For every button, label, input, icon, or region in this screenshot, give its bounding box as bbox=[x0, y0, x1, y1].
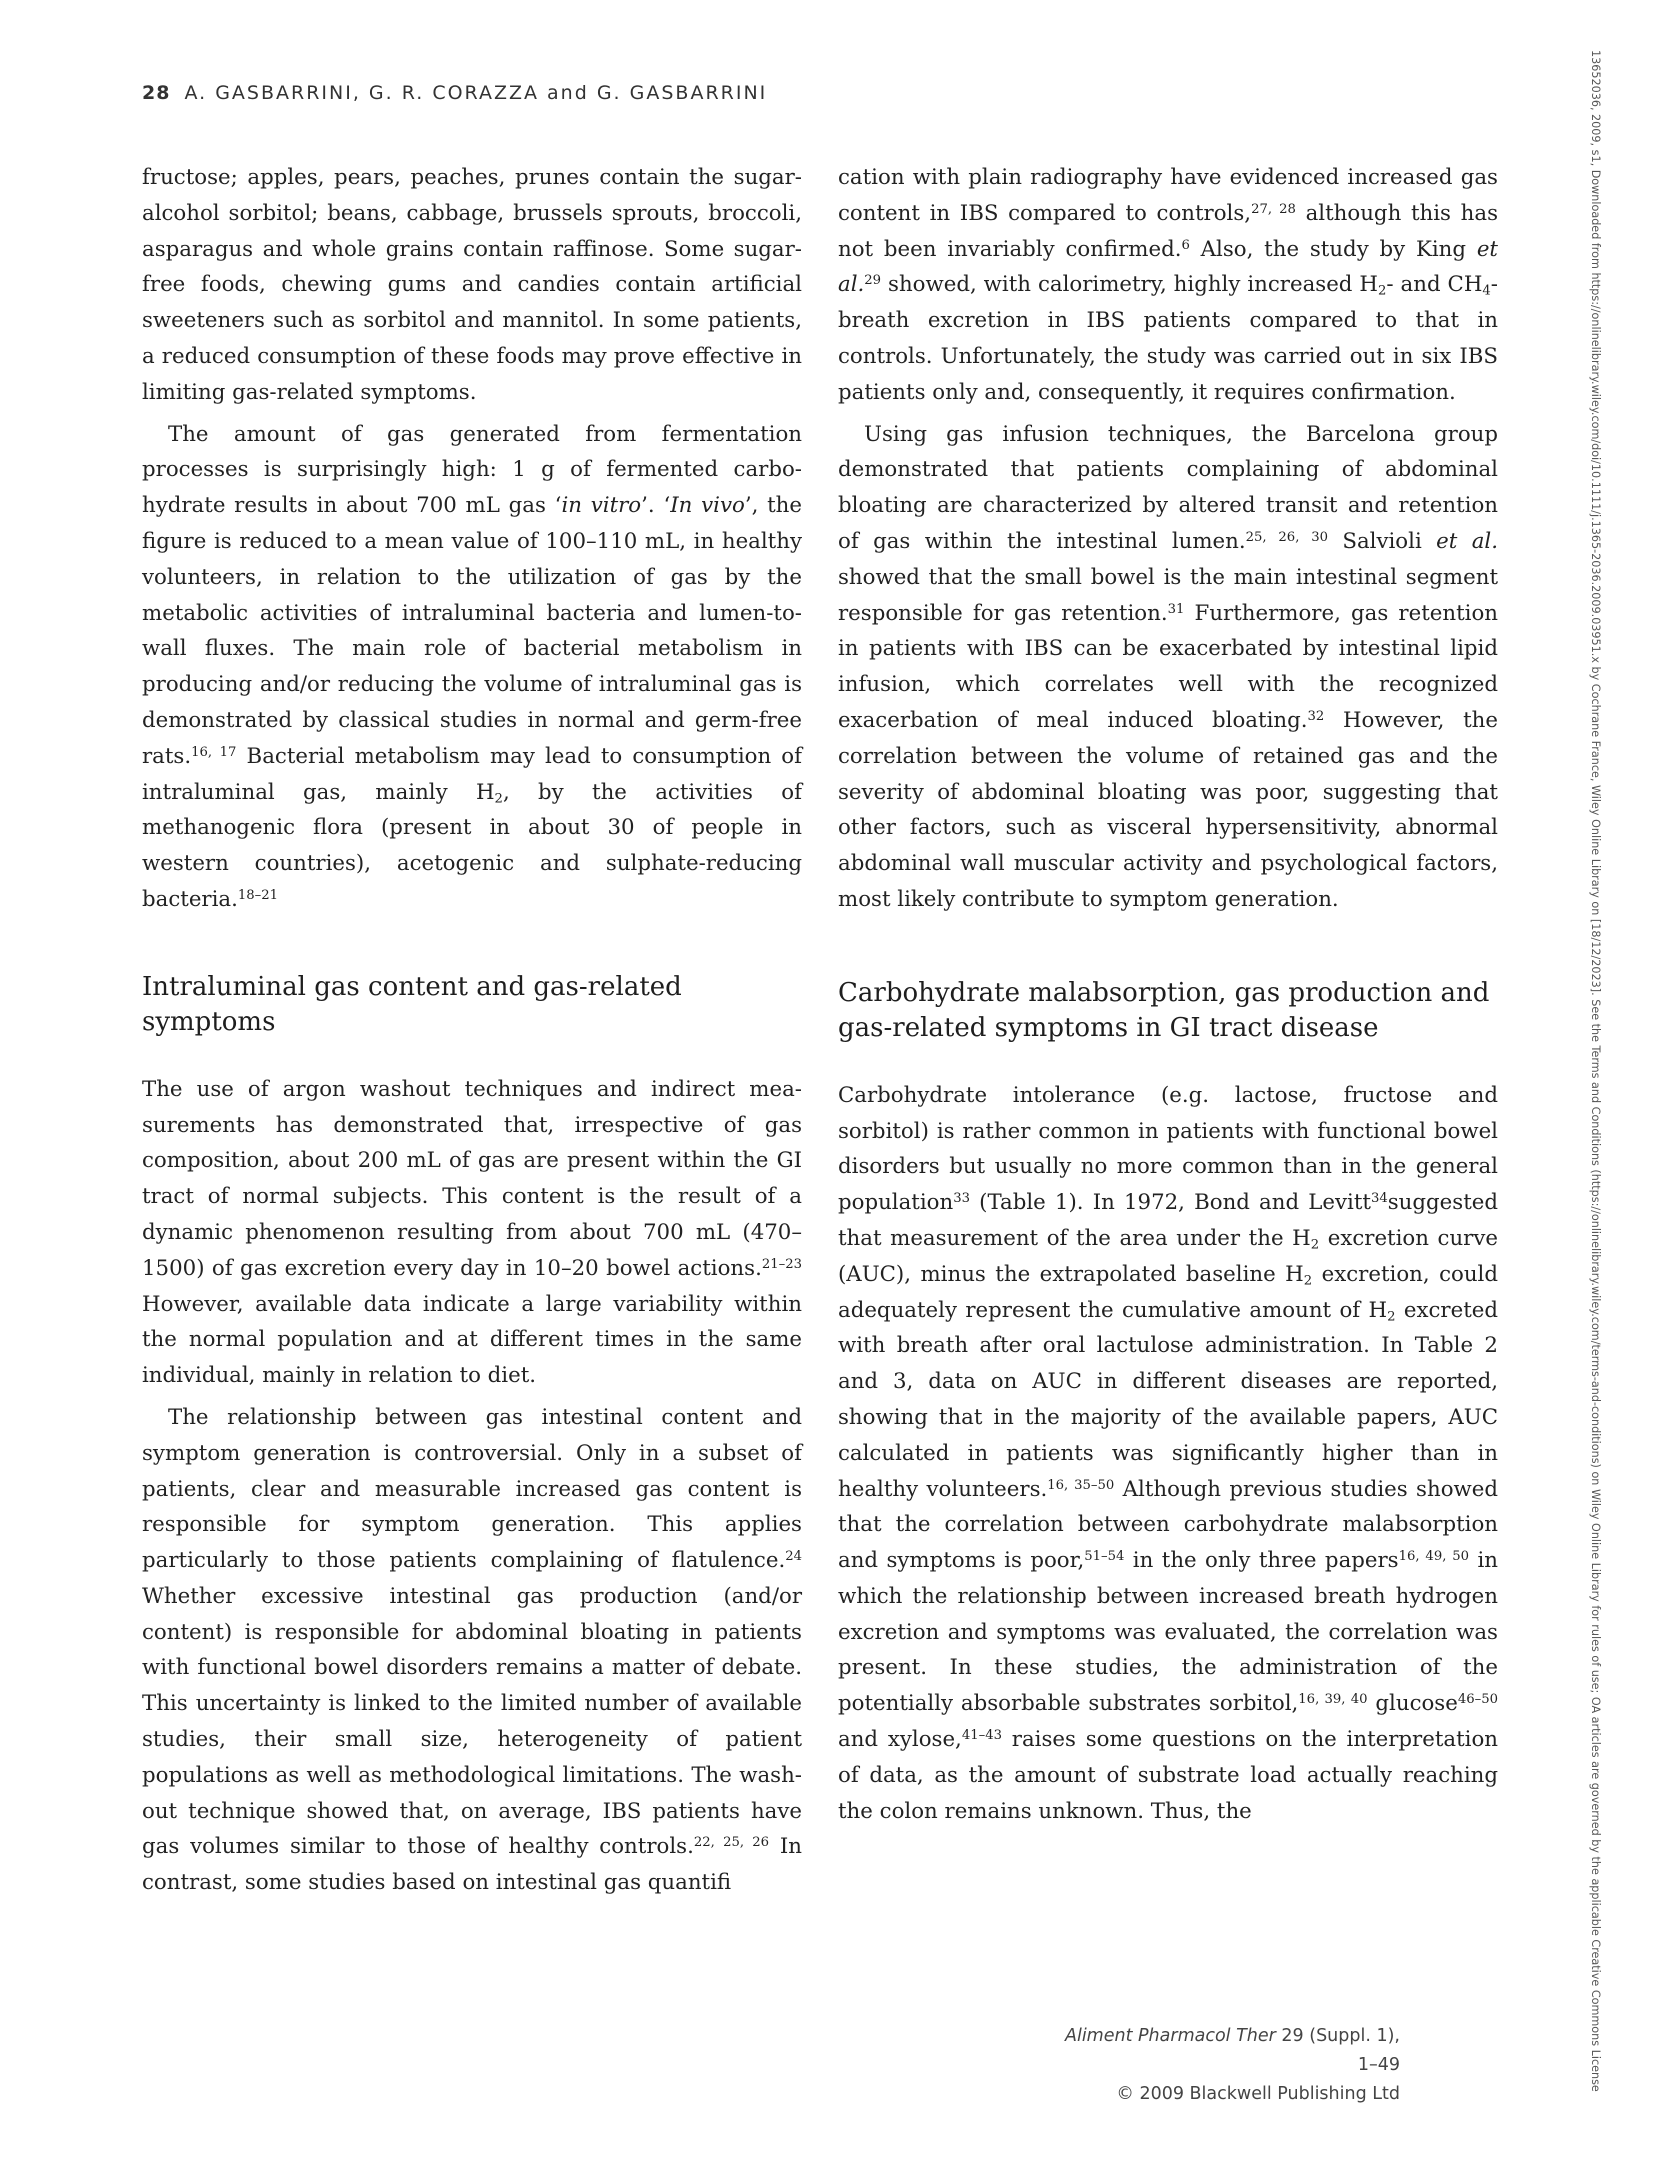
text-run: , by the activities of methanogenic flora (present in about 30 of people in western countries), acetogenic and sulphate-reducing bacteria. bbox=[142, 779, 802, 912]
chemical-subscript: 2 bbox=[494, 790, 503, 806]
text-run: showed that the small bowel is the main intestinal segment responsible for gas retention. bbox=[838, 564, 1498, 626]
text-run: -breath excretion in IBS patients compared to that in controls. Unfortunately, the study was carried out in six IBS patients only and, consequently, it requires confirmation. bbox=[838, 272, 1498, 405]
text-run: Although previous studies showed that the correlation between carbohydrate malabsorption and symptoms is poor, bbox=[838, 1476, 1498, 1574]
copyright-line: © 2009 Blackwell Publishing Ltd bbox=[1116, 2084, 1400, 2104]
journal-citation bbox=[1040, 2022, 1400, 2080]
text-run: Whether excessive intestinal gas production (and/or content) is responsible for abdominal bloating in patients with functional bowel disorders remains a matter of debate. This uncertainty is linked to the limited number of available studies, their small size, heterogeneity of patient populations as well as methodological limitations. The wash-out technique showed that, on average, IBS patients have gas volumes similar to those of healthy controls. bbox=[142, 1583, 802, 1860]
reference-superscript: 46–50 bbox=[1457, 1692, 1499, 1708]
reference-superscript: 51–54 bbox=[1084, 1548, 1125, 1564]
reference-superscript: 24 bbox=[785, 1548, 802, 1564]
text-run: cation with plain radiography have evidenced increased gas content in IBS compared to controls, bbox=[838, 165, 1498, 226]
paragraph bbox=[142, 417, 802, 918]
footer-citation bbox=[1040, 2022, 1400, 2109]
text-run: However, the correlation between the volume of retained gas and the severity of abdominal bloating was poor, suggesting that other factors, such as visceral hypersensitivity, abnormal abdominal wall muscular activity and psychological factors, most likely contribute to symptom generation. bbox=[838, 707, 1498, 912]
text-run: excretion, could adequately represent the cumulative amount of H bbox=[838, 1261, 1498, 1323]
right-column bbox=[838, 160, 1498, 1829]
reference-superscript: 32 bbox=[1307, 708, 1325, 724]
reference-superscript: 16, 39, 40 bbox=[1298, 1692, 1368, 1708]
text-run: showed, with calorimetry, highly increased H bbox=[881, 272, 1378, 298]
journal-name: Aliment Pharmacol Ther bbox=[1064, 2026, 1276, 2046]
reference-superscript: 29 bbox=[864, 273, 882, 289]
paragraph bbox=[838, 1078, 1498, 1830]
chemical-subscript: 4 bbox=[1482, 283, 1491, 299]
section-heading: Intraluminal gas content and gas-related symptoms bbox=[142, 971, 682, 1037]
running-head bbox=[142, 82, 767, 104]
reference-superscript: 41–43 bbox=[961, 1727, 1002, 1743]
paragraph bbox=[142, 1072, 802, 1394]
text-run: fructose; apples, pears, peaches, prunes contain the sugar-alcohol sorbitol; beans, cabbage, brussels sprouts, broccoli, asparagus and whole grains contain raffinose. Some sugar-free foods, chewing gums and candies contain artificial sweeteners such as sorbitol and mannitol. In some patients, a reduced consumption of these foods may prove effective in limiting gas-related symptoms. bbox=[142, 165, 802, 405]
text-run: - and CH bbox=[1386, 272, 1483, 298]
text-run: ’, the figure is reduced to a mean value of 100–110 mL, in healthy volunteers, in relation to the utilization of gas by the metabolic activities of intraluminal bacteria and lumen-to-wall fluxes. The main role of bacterial metabolism in producing and/or reducing the volume of intraluminal gas is demonstrated by classical studies in normal and germ-free rats. bbox=[142, 493, 802, 769]
reference-superscript: 22, 25, 26 bbox=[693, 1835, 770, 1851]
text-run: although this has not been invariably confirmed. bbox=[838, 200, 1498, 262]
text-run: excreted with breath after oral lactulose administration. In Table 2 and 3, data on AUC in different diseases are reported, showing that in the majority of the available papers, AUC calculated in patients was significantly higher than in healthy volunteers. bbox=[838, 1297, 1499, 1502]
reference-superscript: 25, 26, 30 bbox=[1245, 529, 1328, 545]
volume-pages: 29 (Suppl. 1), 1–49 bbox=[1275, 2026, 1400, 2075]
text-run: in which the relationship between increased breath hydrogen excretion and symptoms was evaluated, the correlation was present. In these studies, the administration of the potentially absorbable substrates sorbitol, bbox=[838, 1548, 1498, 1717]
reference-superscript: 16, 35–50 bbox=[1047, 1477, 1115, 1493]
reference-superscript: 33 bbox=[953, 1190, 971, 1206]
paragraph bbox=[838, 417, 1498, 918]
text-run: Using gas infusion techniques, the Barcelona group demonstrated that patients complaining of abdominal bloating are characterized by altered transit and retention of gas within the intestinal lumen. bbox=[838, 421, 1498, 554]
reference-superscript: 6 bbox=[1181, 237, 1190, 253]
text-run: However, available data indicate a large variability within the normal population and at different times in the same individual, mainly in relation to diet. bbox=[142, 1291, 802, 1389]
author-line: A. GASBARRINI, G. R. CORAZZA and G. GASBARRINI bbox=[184, 82, 768, 104]
text-run: In contrast, some studies based on intestinal gas quantifi bbox=[142, 1834, 803, 1896]
text-run: Salvioli bbox=[1327, 528, 1437, 554]
left-column bbox=[142, 160, 802, 1901]
reference-superscript: 16, 17 bbox=[191, 744, 237, 760]
reference-superscript: 16, 49, 50 bbox=[1398, 1548, 1470, 1564]
text-run: in the only three papers bbox=[1124, 1548, 1399, 1574]
italic-term: et al. bbox=[1436, 528, 1498, 554]
text-run: (Table 1). In 1972, Bond and Levitt bbox=[970, 1190, 1371, 1216]
download-notice-vertical: 13652036, 2009, s1, Downloaded from https://onlinelibrary.wiley.com/doi/10.1111/j.1365-2036.2009.03951.x by Cochrane France, Wiley Online Library on [18/12/2023]. See the Terms and Conditions (https://onlinelibrary.wiley.com/terms-and-conditions) on Wiley Online Library for rules of use; OA articles are governed by the applicable Creative Commons License bbox=[1589, 50, 1602, 2092]
chemical-subscript: 2 bbox=[1387, 1308, 1396, 1324]
text-run: The amount of gas generated from fermentation processes is surprisingly high: 1 g of fermented carbohydrate results in about 700 mL gas ‘ bbox=[142, 421, 802, 519]
reference-superscript: 21–23 bbox=[761, 1256, 802, 1272]
text-run: The use of argon washout techniques and indirect measurements has demonstrated that, irrespective of gas composition, about 200 mL of gas are present within the GI tract of normal subjects. This content is the result of a dynamic phenomenon resulting from about 700 mL (470–1500) of gas excretion every day in 10–20 bowel actions. bbox=[142, 1076, 802, 1281]
reference-superscript: 31 bbox=[1167, 601, 1185, 617]
text-run: suggested that measurement of the area under the H bbox=[838, 1190, 1498, 1251]
text-run: Carbohydrate intolerance (e.g. lactose, fructose and sorbitol) is rather common in patients with functional bowel disorders but usually no more common than in the general population bbox=[838, 1082, 1498, 1216]
italic-term: et al. bbox=[838, 236, 1498, 298]
chemical-subscript: 2 bbox=[1303, 1273, 1313, 1289]
page-number: 28 bbox=[142, 82, 171, 104]
text-run: and xylose, bbox=[838, 1727, 962, 1753]
paragraph bbox=[838, 160, 1498, 411]
text-run: raises some questions on the interpretation of data, as the amount of substrate load actually reaching the colon remains unknown. Thus, the bbox=[838, 1727, 1499, 1824]
text-run: excretion curve (AUC), minus the extrapolated baseline H bbox=[838, 1225, 1498, 1287]
reference-superscript: 27, 28 bbox=[1251, 201, 1296, 217]
chemical-subscript: 2 bbox=[1377, 283, 1387, 299]
italic-term: In vivo bbox=[670, 493, 745, 519]
italic-term: in vitro bbox=[561, 493, 642, 519]
text-run: glucose bbox=[1367, 1691, 1458, 1717]
text-run: The relationship between gas intestinal content and symptom generation is controversial. Only in a subset of patients, clear and measurable increased gas content is responsible for symptom generation. This applies particularly to those patients complaining of flatulence. bbox=[142, 1404, 802, 1574]
text-run: Bacterial metabolism may lead to consumption of intraluminal gas, mainly H bbox=[142, 743, 802, 805]
section-heading: Carbohydrate malabsorption, gas production and gas-related symptoms in GI tract disease bbox=[838, 977, 1490, 1043]
text-run: Also, the study by King bbox=[1189, 236, 1477, 262]
reference-superscript: 18–21 bbox=[237, 887, 279, 903]
chemical-subscript: 2 bbox=[1310, 1237, 1320, 1253]
text-run: ’. ‘ bbox=[641, 493, 671, 519]
paragraph bbox=[142, 160, 802, 411]
paragraph bbox=[142, 1400, 802, 1901]
reference-superscript: 34 bbox=[1370, 1190, 1388, 1206]
text-run: Furthermore, gas retention in patients with IBS can be exacerbated by intestinal lipid infusion, which correlates well with the recognized exacerbation of meal induced bloating. bbox=[838, 600, 1498, 733]
